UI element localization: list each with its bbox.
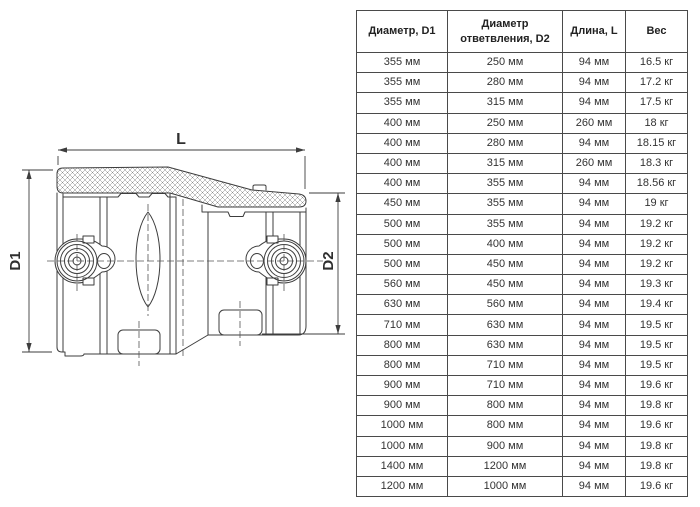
table-cell: 560 мм bbox=[448, 295, 563, 315]
table-row bbox=[357, 476, 688, 496]
table-cell: 1000 мм bbox=[357, 436, 448, 456]
col-header-length: Длина, L bbox=[563, 11, 626, 53]
table-cell: 400 мм bbox=[357, 174, 448, 194]
table-row bbox=[357, 73, 688, 93]
table-row bbox=[357, 416, 688, 436]
dim-label-d2: D2 bbox=[320, 251, 337, 271]
table-cell: 560 мм bbox=[357, 275, 448, 295]
table-cell: 450 мм bbox=[448, 275, 563, 295]
table-cell: 19.6 кг bbox=[626, 476, 688, 496]
table-cell: 94 мм bbox=[563, 214, 626, 234]
table-cell: 900 мм bbox=[357, 396, 448, 416]
table-cell: 18.15 кг bbox=[626, 133, 688, 153]
table-cell: 94 мм bbox=[563, 53, 626, 73]
table-cell: 710 мм bbox=[448, 376, 563, 396]
table-cell: 19.5 кг bbox=[626, 335, 688, 355]
table-cell: 94 мм bbox=[563, 315, 626, 335]
table-row bbox=[357, 93, 688, 113]
table-row bbox=[357, 355, 688, 375]
table-cell: 355 мм bbox=[357, 53, 448, 73]
table-cell: 19.6 кг bbox=[626, 376, 688, 396]
table-row bbox=[357, 436, 688, 456]
table-cell: 94 мм bbox=[563, 275, 626, 295]
table-cell: 900 мм bbox=[448, 436, 563, 456]
table-row bbox=[357, 234, 688, 254]
table-cell: 250 мм bbox=[448, 53, 563, 73]
table-cell: 94 мм bbox=[563, 254, 626, 274]
hatched-band bbox=[57, 167, 306, 207]
table-cell: 94 мм bbox=[563, 234, 626, 254]
table-cell: 19.6 кг bbox=[626, 416, 688, 436]
header-row bbox=[357, 11, 688, 53]
table-cell: 355 мм bbox=[448, 194, 563, 214]
col-header-d1: Диаметр, D1 bbox=[357, 11, 448, 53]
table-cell: 800 мм bbox=[448, 396, 563, 416]
table-cell: 1000 мм bbox=[448, 476, 563, 496]
table-cell: 19.2 кг bbox=[626, 254, 688, 274]
table-cell: 94 мм bbox=[563, 295, 626, 315]
table-cell: 355 мм bbox=[357, 73, 448, 93]
table-row bbox=[357, 174, 688, 194]
table-cell: 19.8 кг bbox=[626, 396, 688, 416]
table-cell: 400 мм bbox=[357, 113, 448, 133]
table-row bbox=[357, 133, 688, 153]
table-cell: 19.5 кг bbox=[626, 315, 688, 335]
table-cell: 19.5 кг bbox=[626, 355, 688, 375]
table-cell: 94 мм bbox=[563, 396, 626, 416]
table-cell: 19.2 кг bbox=[626, 234, 688, 254]
table-cell: 19.4 кг bbox=[626, 295, 688, 315]
table-cell: 1200 мм bbox=[357, 476, 448, 496]
table-cell: 315 мм bbox=[448, 93, 563, 113]
table-cell: 17.2 кг bbox=[626, 73, 688, 93]
table-cell: 280 мм bbox=[448, 73, 563, 93]
table-cell: 900 мм bbox=[357, 376, 448, 396]
table-row bbox=[357, 214, 688, 234]
table-cell: 19.8 кг bbox=[626, 456, 688, 476]
table-cell: 630 мм bbox=[448, 335, 563, 355]
right-foot bbox=[219, 310, 262, 335]
dim-label-length: L bbox=[176, 131, 186, 148]
table-row bbox=[357, 275, 688, 295]
table-cell: 355 мм bbox=[448, 214, 563, 234]
table-row bbox=[357, 153, 688, 173]
table-row bbox=[357, 254, 688, 274]
table-cell: 1400 мм bbox=[357, 456, 448, 476]
table-cell: 19.8 кг bbox=[626, 436, 688, 456]
table-row bbox=[357, 53, 688, 73]
dim-label-d1: D1 bbox=[7, 251, 24, 271]
table-cell: 19 кг bbox=[626, 194, 688, 214]
fitting-body bbox=[55, 167, 306, 356]
table-row bbox=[357, 335, 688, 355]
table-cell: 94 мм bbox=[563, 416, 626, 436]
table-cell: 17.5 кг bbox=[626, 93, 688, 113]
table-cell: 16.5 кг bbox=[626, 53, 688, 73]
table-cell: 710 мм bbox=[448, 355, 563, 375]
table-cell: 94 мм bbox=[563, 73, 626, 93]
table-cell: 94 мм bbox=[563, 355, 626, 375]
table-cell: 19.3 кг bbox=[626, 275, 688, 295]
table-cell: 630 мм bbox=[357, 295, 448, 315]
table-cell: 94 мм bbox=[563, 436, 626, 456]
table-cell: 800 мм bbox=[357, 355, 448, 375]
table-cell: 19.2 кг bbox=[626, 214, 688, 234]
table-cell: 500 мм bbox=[357, 214, 448, 234]
table-cell: 450 мм bbox=[357, 194, 448, 214]
table-cell: 94 мм bbox=[563, 174, 626, 194]
table-cell: 800 мм bbox=[357, 335, 448, 355]
table-cell: 400 мм bbox=[357, 133, 448, 153]
left-terminal bbox=[55, 236, 115, 285]
table-cell: 18.3 кг bbox=[626, 153, 688, 173]
table-cell: 710 мм bbox=[357, 315, 448, 335]
table-cell: 250 мм bbox=[448, 113, 563, 133]
table-cell: 315 мм bbox=[448, 153, 563, 173]
table-row bbox=[357, 113, 688, 133]
table-cell: 260 мм bbox=[563, 113, 626, 133]
table-row bbox=[357, 295, 688, 315]
table-row bbox=[357, 315, 688, 335]
table-cell: 500 мм bbox=[357, 254, 448, 274]
spec-table bbox=[356, 10, 688, 497]
table-cell: 450 мм bbox=[448, 254, 563, 274]
table-cell: 400 мм bbox=[448, 234, 563, 254]
col-header-weight: Вес bbox=[626, 11, 688, 53]
table-cell: 355 мм bbox=[357, 93, 448, 113]
table-cell: 94 мм bbox=[563, 476, 626, 496]
right-terminal bbox=[246, 236, 306, 285]
table-cell: 1200 мм bbox=[448, 456, 563, 476]
table-cell: 94 мм bbox=[563, 194, 626, 214]
table-cell: 18 кг bbox=[626, 113, 688, 133]
table-cell: 280 мм bbox=[448, 133, 563, 153]
table-cell: 1000 мм bbox=[357, 416, 448, 436]
table-cell: 18.56 кг bbox=[626, 174, 688, 194]
table-cell: 94 мм bbox=[563, 376, 626, 396]
col-header-d2: Диаметр ответвления, D2 bbox=[448, 11, 563, 53]
table-cell: 94 мм bbox=[563, 93, 626, 113]
table-cell: 630 мм bbox=[448, 315, 563, 335]
table-row bbox=[357, 456, 688, 476]
table-row bbox=[357, 194, 688, 214]
table-cell: 94 мм bbox=[563, 335, 626, 355]
table-cell: 500 мм bbox=[357, 234, 448, 254]
table-cell: 260 мм bbox=[563, 153, 626, 173]
table-cell: 355 мм bbox=[448, 174, 563, 194]
band-tab bbox=[253, 185, 266, 190]
table-cell: 400 мм bbox=[357, 153, 448, 173]
table-body bbox=[357, 53, 688, 497]
table-cell: 94 мм bbox=[563, 456, 626, 476]
table-cell: 94 мм bbox=[563, 133, 626, 153]
table-row bbox=[357, 376, 688, 396]
table-row bbox=[357, 396, 688, 416]
table-cell: 800 мм bbox=[448, 416, 563, 436]
